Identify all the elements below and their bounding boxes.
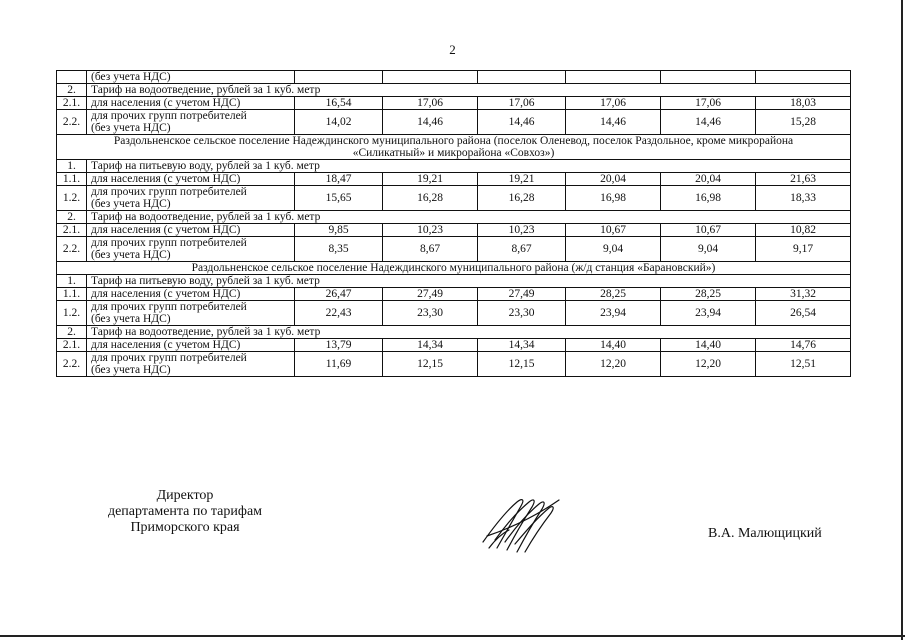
consumer-group-label bbox=[87, 186, 295, 211]
director-title: Директор bbox=[156, 488, 214, 503]
row-number: 1. bbox=[57, 160, 87, 173]
tariff-header-label: Тариф на питьевую воду, рублей за 1 куб. метр bbox=[87, 275, 851, 288]
tariff-value-cell: 12,20 bbox=[566, 352, 661, 377]
tariff-value-cell: 19,21 bbox=[478, 173, 566, 186]
tariff-value-cell: 9,04 bbox=[566, 237, 661, 262]
consumer-group-label-line: для населения (с учетом НДС) bbox=[91, 97, 241, 109]
scan-border-right bbox=[901, 0, 903, 640]
consumer-group-label-line: для прочих групп потребителей bbox=[91, 110, 247, 122]
tariff-value-cell: 11,69 bbox=[295, 352, 383, 377]
tariff-value-cell: 9,04 bbox=[661, 237, 756, 262]
tariff-value-cell: 28,25 bbox=[566, 288, 661, 301]
tariff-value-cell: 10,23 bbox=[383, 224, 478, 237]
section-row bbox=[57, 135, 851, 160]
consumer-group-label bbox=[87, 237, 295, 262]
tariff-value-cell: 27,49 bbox=[383, 288, 478, 301]
tariff-value-cell bbox=[756, 71, 851, 84]
tariff-value-cell: 14,40 bbox=[661, 339, 756, 352]
row-number: 2. bbox=[57, 84, 87, 97]
section-title-line: Раздольненское сельское поселение Надеждинского муниципального района (ж/д станция «Барановский») bbox=[191, 262, 716, 274]
consumer-group-label-line: для прочих групп потребителей bbox=[91, 237, 247, 249]
tariff-value-cell: 14,76 bbox=[756, 339, 851, 352]
tariff-row bbox=[57, 352, 851, 377]
tariff-value-cell: 22,43 bbox=[295, 301, 383, 326]
tariff-value-cell: 28,25 bbox=[661, 288, 756, 301]
tariff-header-row bbox=[57, 326, 851, 339]
tariff-value-cell: 16,28 bbox=[478, 186, 566, 211]
tariff-value-cell bbox=[661, 71, 756, 84]
tariff-value-cell: 14,46 bbox=[478, 110, 566, 135]
tariff-header-row bbox=[57, 275, 851, 288]
row-number: 1.1. bbox=[57, 173, 87, 186]
tariff-value-cell: 12,51 bbox=[756, 352, 851, 377]
tariff-value-cell: 17,06 bbox=[383, 97, 478, 110]
tariff-value-cell: 16,98 bbox=[566, 186, 661, 211]
tariff-value-cell: 23,94 bbox=[661, 301, 756, 326]
tariff-header-row bbox=[57, 160, 851, 173]
tariff-header-label: Тариф на водоотведение, рублей за 1 куб. метр bbox=[87, 84, 851, 97]
tariff-value-cell: 8,35 bbox=[295, 237, 383, 262]
tariff-value-cell: 12,15 bbox=[478, 352, 566, 377]
tariff-value-cell: 23,94 bbox=[566, 301, 661, 326]
tariff-value-cell: 31,32 bbox=[756, 288, 851, 301]
tariff-header-label: Тариф на питьевую воду, рублей за 1 куб. метр bbox=[87, 160, 851, 173]
tariff-row bbox=[57, 97, 851, 110]
consumer-group-label-line: (без учета НДС) bbox=[91, 122, 171, 134]
tariff-value-cell: 27,49 bbox=[478, 288, 566, 301]
row-number: 2.2. bbox=[57, 352, 87, 377]
tariff-value-cell: 17,06 bbox=[478, 97, 566, 110]
row-number: 2. bbox=[57, 326, 87, 339]
tariff-row bbox=[57, 339, 851, 352]
tariff-row bbox=[57, 173, 851, 186]
consumer-group-label-line: для населения (с учетом НДС) bbox=[91, 339, 241, 351]
row-number: 1.1. bbox=[57, 288, 87, 301]
tariff-value-cell: 12,20 bbox=[661, 352, 756, 377]
tariff-value-cell: 17,06 bbox=[661, 97, 756, 110]
consumer-group-label bbox=[87, 339, 295, 352]
page-number: 2 bbox=[449, 42, 456, 57]
tariff-header-label: Тариф на водоотведение, рублей за 1 куб. метр bbox=[87, 211, 851, 224]
consumer-group-label bbox=[87, 301, 295, 326]
signer-name: В.А. Малющицкий bbox=[708, 526, 822, 541]
section-title bbox=[57, 135, 851, 160]
handwritten-signature bbox=[475, 490, 565, 560]
scan-border-bottom bbox=[0, 635, 905, 637]
consumer-group-label-line: (без учета НДС) bbox=[91, 364, 171, 376]
tariff-value-cell: 13,79 bbox=[295, 339, 383, 352]
tariff-value-cell: 15,28 bbox=[756, 110, 851, 135]
tariff-value-cell: 14,02 bbox=[295, 110, 383, 135]
tariff-value-cell: 14,40 bbox=[566, 339, 661, 352]
tariff-value-cell: 10,82 bbox=[756, 224, 851, 237]
tariff-value-cell: 17,06 bbox=[566, 97, 661, 110]
consumer-group-label-line: для прочих групп потребителей bbox=[91, 186, 247, 198]
row-number: 1.2. bbox=[57, 301, 87, 326]
tariff-row bbox=[57, 237, 851, 262]
tariff-value-cell: 21,63 bbox=[756, 173, 851, 186]
tariff-value-cell: 18,03 bbox=[756, 97, 851, 110]
consumer-group-label bbox=[87, 173, 295, 186]
tariff-value-cell: 8,67 bbox=[478, 237, 566, 262]
tariff-value-cell: 14,46 bbox=[383, 110, 478, 135]
consumer-group-label-line: для населения (с учетом НДС) bbox=[91, 224, 241, 236]
tariff-value-cell: 14,46 bbox=[566, 110, 661, 135]
tariff-value-cell: 23,30 bbox=[478, 301, 566, 326]
section-title-line: «Силикатный» и микрорайона «Совхоз») bbox=[352, 147, 555, 159]
tariff-row bbox=[57, 224, 851, 237]
consumer-group-label bbox=[87, 110, 295, 135]
tariff-table bbox=[56, 70, 851, 377]
consumer-group-label bbox=[87, 352, 295, 377]
row-number: 1. bbox=[57, 275, 87, 288]
tariff-value-cell: 16,28 bbox=[383, 186, 478, 211]
tariff-row bbox=[57, 110, 851, 135]
director-department: департамента по тарифам bbox=[107, 504, 263, 519]
row-number: 2.1. bbox=[57, 224, 87, 237]
tariff-value-cell: 10,23 bbox=[478, 224, 566, 237]
tariff-value-cell: 20,04 bbox=[566, 173, 661, 186]
tariff-value-cell bbox=[295, 71, 383, 84]
tariff-row bbox=[57, 186, 851, 211]
section-row bbox=[57, 262, 851, 275]
tariff-value-cell: 20,04 bbox=[661, 173, 756, 186]
tariff-row bbox=[57, 71, 851, 84]
tariff-value-cell: 19,21 bbox=[383, 173, 478, 186]
row-number bbox=[57, 71, 87, 84]
tariff-value-cell: 26,54 bbox=[756, 301, 851, 326]
row-number: 2.1. bbox=[57, 97, 87, 110]
consumer-group-label-line: (без учета НДС) bbox=[91, 249, 171, 261]
section-title bbox=[57, 262, 851, 275]
tariff-value-cell bbox=[383, 71, 478, 84]
row-number: 2. bbox=[57, 211, 87, 224]
tariff-value-cell: 9,17 bbox=[756, 237, 851, 262]
tariff-value-cell: 16,54 bbox=[295, 97, 383, 110]
tariff-value-cell: 18,47 bbox=[295, 173, 383, 186]
tariff-value-cell: 14,34 bbox=[478, 339, 566, 352]
consumer-group-label bbox=[87, 288, 295, 301]
tariff-value-cell: 14,34 bbox=[383, 339, 478, 352]
tariff-header-row bbox=[57, 84, 851, 97]
tariff-value-cell bbox=[478, 71, 566, 84]
row-number: 2.2. bbox=[57, 110, 87, 135]
tariff-value-cell: 26,47 bbox=[295, 288, 383, 301]
row-number: 2.2. bbox=[57, 237, 87, 262]
tariff-value-cell bbox=[566, 71, 661, 84]
consumer-group-label bbox=[87, 224, 295, 237]
tariff-value-cell: 10,67 bbox=[566, 224, 661, 237]
tariff-header-label: Тариф на водоотведение, рублей за 1 куб. метр bbox=[87, 326, 851, 339]
director-region: Приморского края bbox=[130, 520, 240, 535]
consumer-group-label-line: для прочих групп потребителей bbox=[91, 301, 247, 313]
tariff-row bbox=[57, 301, 851, 326]
consumer-group-label bbox=[87, 71, 295, 84]
consumer-group-label-line: для населения (с учетом НДС) bbox=[91, 288, 241, 300]
tariff-value-cell: 18,33 bbox=[756, 186, 851, 211]
tariff-value-cell: 15,65 bbox=[295, 186, 383, 211]
tariff-value-cell: 14,46 bbox=[661, 110, 756, 135]
consumer-group-label-line: (без учета НДС) bbox=[91, 198, 171, 210]
tariff-value-cell: 23,30 bbox=[383, 301, 478, 326]
consumer-group-label-line: (без учета НДС) bbox=[91, 71, 171, 83]
row-number: 1.2. bbox=[57, 186, 87, 211]
consumer-group-label-line: для прочих групп потребителей bbox=[91, 352, 247, 364]
tariff-row bbox=[57, 288, 851, 301]
director-block bbox=[60, 488, 310, 536]
tariff-value-cell: 10,67 bbox=[661, 224, 756, 237]
tariff-value-cell: 9,85 bbox=[295, 224, 383, 237]
tariff-value-cell: 8,67 bbox=[383, 237, 478, 262]
consumer-group-label bbox=[87, 97, 295, 110]
section-title-line: Раздольненское сельское поселение Надеждинского муниципального района (поселок Оленевод, поселок Раздольное, кроме микрорайона bbox=[113, 135, 794, 147]
row-number: 2.1. bbox=[57, 339, 87, 352]
consumer-group-label-line: для населения (с учетом НДС) bbox=[91, 173, 241, 185]
tariff-value-cell: 12,15 bbox=[383, 352, 478, 377]
consumer-group-label-line: (без учета НДС) bbox=[91, 313, 171, 325]
tariff-value-cell: 16,98 bbox=[661, 186, 756, 211]
tariff-header-row bbox=[57, 211, 851, 224]
